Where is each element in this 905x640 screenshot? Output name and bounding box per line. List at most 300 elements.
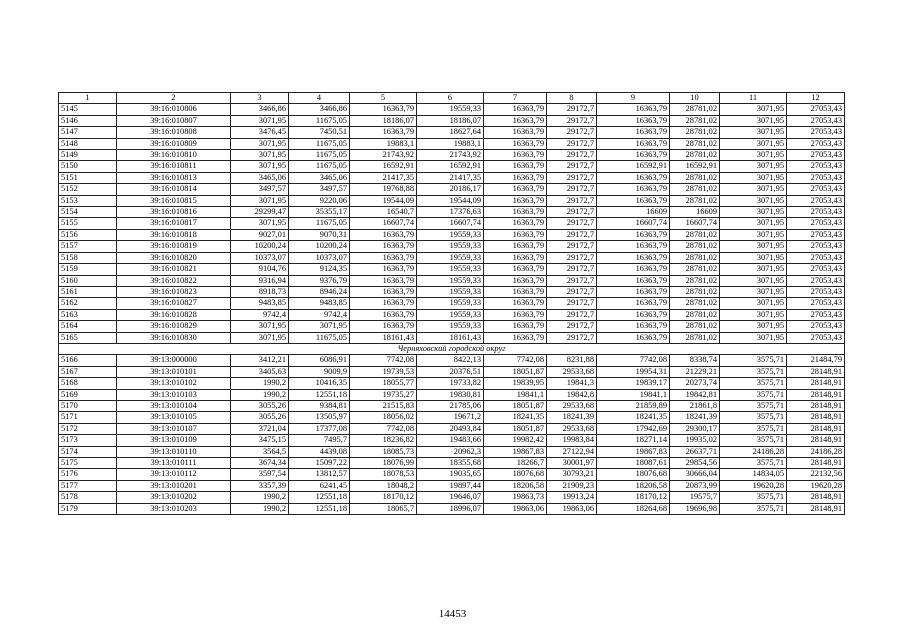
table-cell: 9742,4 [231,309,289,320]
table-cell: 16363,79 [597,104,670,115]
table-cell: 12551,18 [289,389,350,400]
table-cell: 27053,43 [787,184,845,195]
table-cell: 3071,95 [720,332,787,343]
table-cell: 27053,43 [787,264,845,275]
table-cell: 3497,57 [231,184,289,195]
table-cell: 18085,73 [350,446,417,457]
table-row [59,138,845,149]
table-cell: 16363,79 [597,286,670,297]
table-cell: 16363,79 [597,298,670,309]
table-cell: 16363,79 [350,229,417,240]
table-cell: 19739,53 [350,366,417,377]
table-cell: 16363,79 [484,161,547,172]
table-cell: 16363,79 [597,264,670,275]
table-cell: 16363,79 [484,241,547,252]
table-cell: 19559,33 [417,264,484,275]
table-cell: 27053,43 [787,321,845,332]
table-cell: 5160 [59,275,117,286]
table-cell: 3071,95 [720,218,787,229]
table-row [59,286,845,297]
table-cell: 5176 [59,469,117,480]
table-cell: 29854,56 [670,458,720,469]
table-cell: 39:16:010821 [117,264,231,275]
table-cell: 11675,05 [289,218,350,229]
table-cell: 39:16:010817 [117,218,231,229]
table-cell: 3575,71 [720,492,787,503]
table-cell: 5173 [59,435,117,446]
column-header: 5 [350,93,417,104]
table-cell: 21859,89 [597,400,670,411]
table-cell: 16363,79 [597,172,670,183]
table-cell: 29172,7 [547,161,597,172]
table-cell: 5157 [59,241,117,252]
table-cell: 5146 [59,115,117,126]
table-cell: 16592,91 [350,161,417,172]
table-cell: 18266,7 [484,458,547,469]
table-cell: 18170,12 [597,492,670,503]
table-cell: 3071,95 [231,195,289,206]
table-cell: 28781,02 [670,138,720,149]
table-cell: 9742,4 [289,309,350,320]
table-cell: 10200,24 [231,241,289,252]
table-cell: 21909,23 [547,480,597,491]
column-header: 8 [547,93,597,104]
table-cell: 28781,02 [670,332,720,343]
column-header: 1 [59,93,117,104]
table-cell: 16363,79 [597,127,670,138]
table-cell: 19982,42 [484,435,547,446]
table-cell: 16363,79 [484,252,547,263]
table-cell: 24186,28 [787,446,845,457]
table-cell: 19559,33 [417,286,484,297]
table-cell: 18355,68 [417,458,484,469]
table-cell: 29172,7 [547,127,597,138]
table-cell: 3412,21 [231,355,289,366]
table-cell: 5178 [59,492,117,503]
table-cell: 3476,45 [231,127,289,138]
table-cell: 28781,02 [670,229,720,240]
table-cell: 19735,27 [350,389,417,400]
table-row [59,252,845,263]
table-cell: 5148 [59,138,117,149]
table-cell: 21484,79 [787,355,845,366]
table-cell: 16363,79 [484,115,547,126]
table-cell: 18206,58 [597,480,670,491]
table-cell: 3071,95 [720,321,787,332]
table-cell: 16363,79 [484,275,547,286]
column-header: 2 [117,93,231,104]
table-cell: 21743,92 [350,150,417,161]
table-cell: 3575,71 [720,355,787,366]
table-cell: 28148,91 [787,458,845,469]
table-cell: 29172,7 [547,104,597,115]
table-cell: 7742,08 [350,355,417,366]
table-cell: 39:13:010202 [117,492,231,503]
table-cell: 3071,95 [720,207,787,218]
table-row [59,218,845,229]
table-cell: 18078,53 [350,469,417,480]
table-cell: 3071,95 [720,252,787,263]
table-cell: 5165 [59,332,117,343]
table-cell: 28148,91 [787,503,845,514]
table-cell: 11675,05 [289,332,350,343]
table-cell: 5152 [59,184,117,195]
table-header-row [59,93,845,104]
table-cell: 9027,01 [231,229,289,240]
table-cell: 18161,43 [417,332,484,343]
table-cell: 39:13:010102 [117,378,231,389]
table-cell: 39:13:010203 [117,503,231,514]
table-cell: 39:16:010814 [117,184,231,195]
table-cell: 19544,09 [417,195,484,206]
table-cell: 27053,43 [787,298,845,309]
table-cell: 5155 [59,218,117,229]
table-cell: 27053,43 [787,218,845,229]
table-cell: 3071,95 [720,298,787,309]
table-cell: 18236,82 [350,435,417,446]
table-cell: 21743,92 [417,150,484,161]
table-cell: 18627,64 [417,127,484,138]
table-cell: 16363,79 [484,172,547,183]
table-cell: 3071,95 [231,115,289,126]
table-cell: 9009,9 [289,366,350,377]
table-cell: 16363,79 [484,138,547,149]
table-cell: 3071,95 [720,127,787,138]
table-cell: 5154 [59,207,117,218]
column-header: 3 [231,93,289,104]
table-cell: 3055,26 [231,400,289,411]
table-cell: 29172,7 [547,286,597,297]
table-cell: 39:16:010818 [117,229,231,240]
table-cell: 5174 [59,446,117,457]
table-cell: 39:16:010813 [117,172,231,183]
table-cell: 18996,07 [417,503,484,514]
table-cell: 8231,88 [547,355,597,366]
table-row [59,229,845,240]
table-cell: 29172,7 [547,138,597,149]
table-cell: 5177 [59,480,117,491]
table-row [59,264,845,275]
table-cell: 29172,7 [547,321,597,332]
table-cell: 21785,06 [417,400,484,411]
table-cell: 8946,24 [289,286,350,297]
section-label: Черняховский городской округ [59,343,845,354]
table-cell: 3071,95 [720,275,787,286]
table-cell: 5164 [59,321,117,332]
table-cell: 5169 [59,389,117,400]
table-cell: 5163 [59,309,117,320]
table-cell: 16363,79 [484,321,547,332]
table-cell: 3071,95 [289,321,350,332]
table-cell: 18076,68 [597,469,670,480]
table-cell: 27053,43 [787,127,845,138]
table-cell: 7742,08 [597,355,670,366]
table-cell: 3575,71 [720,423,787,434]
table-cell: 19483,66 [417,435,484,446]
table-cell: 27053,43 [787,252,845,263]
table-cell: 27053,43 [787,309,845,320]
table-cell: 16363,79 [597,252,670,263]
table-cell: 16363,79 [597,275,670,286]
table-cell: 18056,02 [350,412,417,423]
table-cell: 28781,02 [670,115,720,126]
table-row [59,355,845,366]
table-cell: 11675,05 [289,161,350,172]
table-cell: 39:16:010819 [117,241,231,252]
table-cell: 15097,22 [289,458,350,469]
table-cell: 3071,95 [720,309,787,320]
table-cell: 4439,08 [289,446,350,457]
table-cell: 3475,15 [231,435,289,446]
table-cell: 3071,95 [720,195,787,206]
table-cell: 20273,74 [670,378,720,389]
table-cell: 39:16:010823 [117,286,231,297]
table-cell: 9376,79 [289,275,350,286]
table-cell: 29172,7 [547,241,597,252]
table-cell: 18051,87 [484,400,547,411]
table-cell: 19863,06 [484,503,547,514]
table-cell: 5158 [59,252,117,263]
table-cell: 3575,71 [720,366,787,377]
table-cell: 29172,7 [547,172,597,183]
table-cell: 5171 [59,412,117,423]
table-cell: 39:13:010104 [117,400,231,411]
table-cell: 17376,63 [417,207,484,218]
table-cell: 39:13:010103 [117,389,231,400]
table-cell: 19620,28 [787,480,845,491]
table-cell: 18065,7 [350,503,417,514]
table-row [59,104,845,115]
table-row [59,309,845,320]
table-cell: 3466,86 [289,104,350,115]
table-cell: 19768,88 [350,184,417,195]
table-cell: 9124,35 [289,264,350,275]
table-cell: 18271,14 [597,435,670,446]
table-row [59,172,845,183]
table-cell: 8338,74 [670,355,720,366]
table-cell: 19646,07 [417,492,484,503]
table-cell: 18241,35 [484,412,547,423]
table-row [59,115,845,126]
table-cell: 39:13:010110 [117,446,231,457]
table-cell: 18076,68 [484,469,547,480]
table-cell: 20873,99 [670,480,720,491]
table-cell: 39:16:010810 [117,150,231,161]
table-cell: 3721,04 [231,423,289,434]
table-cell: 16363,79 [484,298,547,309]
table-row [59,458,845,469]
table-cell: 9384,81 [289,400,350,411]
table-cell: 19544,09 [350,195,417,206]
table-row [59,332,845,343]
table-cell: 18186,07 [417,115,484,126]
table-row [59,389,845,400]
table-cell: 16363,79 [350,104,417,115]
table-cell: 16363,79 [484,264,547,275]
column-header: 4 [289,93,350,104]
table-row [59,446,845,457]
table-cell: 10373,07 [289,252,350,263]
table-cell: 8422,13 [417,355,484,366]
table-cell: 3071,95 [231,332,289,343]
table-cell: 29172,7 [547,298,597,309]
table-cell: 5172 [59,423,117,434]
table-cell: 16607,74 [350,218,417,229]
table-cell: 39:16:010829 [117,321,231,332]
table-cell: 3071,95 [720,286,787,297]
table-cell: 5145 [59,104,117,115]
table-row [59,366,845,377]
table-cell: 13812,57 [289,469,350,480]
table-cell: 28148,91 [787,389,845,400]
table-cell: 39:13:010101 [117,366,231,377]
table-cell: 16609 [597,207,670,218]
table-cell: 9070,31 [289,229,350,240]
table-cell: 5161 [59,286,117,297]
table-cell: 39:13:000000 [117,355,231,366]
table-cell: 19841,3 [547,378,597,389]
table-cell: 16609 [670,207,720,218]
table-cell: 28781,02 [670,321,720,332]
table-cell: 11675,05 [289,115,350,126]
table-cell: 3575,71 [720,412,787,423]
table-cell: 28781,02 [670,184,720,195]
table-cell: 19863,73 [484,492,547,503]
table-cell: 28148,91 [787,412,845,423]
column-header: 6 [417,93,484,104]
table-cell: 3575,71 [720,503,787,514]
table-cell: 29172,7 [547,275,597,286]
table-cell: 28781,02 [670,275,720,286]
table-cell: 5175 [59,458,117,469]
table-cell: 20376,51 [417,366,484,377]
table-cell: 28148,91 [787,435,845,446]
table-cell: 29172,7 [547,150,597,161]
table-cell: 21417,35 [350,172,417,183]
table-cell: 3071,95 [720,115,787,126]
table-cell: 3071,95 [231,321,289,332]
table-cell: 3071,95 [720,172,787,183]
table-row [59,480,845,491]
table-cell: 18161,43 [350,332,417,343]
table-cell: 20186,17 [417,184,484,195]
table-cell: 19897,44 [417,480,484,491]
table-row [59,275,845,286]
table-cell: 3071,95 [720,150,787,161]
table-row [59,469,845,480]
table-row [59,298,845,309]
table-cell: 19830,81 [417,389,484,400]
table-cell: 39:16:010820 [117,252,231,263]
table-cell: 29533,68 [547,400,597,411]
table-cell: 5151 [59,172,117,183]
table-cell: 19867,83 [597,446,670,457]
table-cell: 28781,02 [670,252,720,263]
table-cell: 16592,91 [597,161,670,172]
table-cell: 5147 [59,127,117,138]
table-cell: 18048,2 [350,480,417,491]
table-cell: 29533,68 [547,366,597,377]
table-cell: 19733,82 [417,378,484,389]
table-cell: 27053,43 [787,138,845,149]
table-cell: 7742,08 [350,423,417,434]
table-cell: 16363,79 [597,321,670,332]
table-row [59,127,845,138]
table-row [59,150,845,161]
table-cell: 5150 [59,161,117,172]
table-cell: 29533,68 [547,423,597,434]
table-cell: 9483,85 [231,298,289,309]
table-cell: 16363,79 [484,195,547,206]
table-cell: 19883,1 [350,138,417,149]
table-cell: 3071,95 [720,229,787,240]
table-cell: 19839,95 [484,378,547,389]
table-cell: 3357,39 [231,480,289,491]
table-cell: 19559,33 [417,104,484,115]
table-cell: 17377,08 [289,423,350,434]
table-cell: 16592,91 [417,161,484,172]
table-cell: 20493,84 [417,423,484,434]
table-cell: 16363,79 [350,241,417,252]
table-cell: 28148,91 [787,423,845,434]
table-cell: 20962,3 [417,446,484,457]
table-cell: 5167 [59,366,117,377]
table-cell: 29172,7 [547,218,597,229]
table-cell: 16363,79 [597,138,670,149]
table-cell: 19842,81 [670,389,720,400]
table-cell: 28781,02 [670,309,720,320]
table-cell: 3575,71 [720,378,787,389]
table-cell: 16363,79 [350,286,417,297]
table-cell: 39:16:010827 [117,298,231,309]
table-cell: 5179 [59,503,117,514]
table-cell: 27053,43 [787,229,845,240]
table-cell: 16363,79 [484,286,547,297]
table-cell: 16363,79 [597,332,670,343]
table-cell: 16592,91 [670,161,720,172]
table-cell: 29172,7 [547,115,597,126]
table-cell: 35355,17 [289,207,350,218]
table-cell: 18186,07 [350,115,417,126]
table-row [59,161,845,172]
table-cell: 27053,43 [787,286,845,297]
table-cell: 3575,71 [720,400,787,411]
table-cell: 28148,91 [787,366,845,377]
table-cell: 27053,43 [787,150,845,161]
table-cell: 29172,7 [547,184,597,195]
table-cell: 7742,08 [484,355,547,366]
table-cell: 29172,7 [547,332,597,343]
table-cell: 1990,2 [231,492,289,503]
table-cell: 39:13:010105 [117,412,231,423]
table-cell: 9104,76 [231,264,289,275]
table-cell: 39:16:010806 [117,104,231,115]
table-cell: 5153 [59,195,117,206]
table-cell: 16363,79 [484,150,547,161]
table-cell: 10416,35 [289,378,350,389]
table-cell: 28148,91 [787,492,845,503]
table-cell: 29172,7 [547,309,597,320]
table-cell: 1990,2 [231,389,289,400]
data-table [58,92,845,515]
table-cell: 8918,73 [231,286,289,297]
table-cell: 16363,79 [597,115,670,126]
table-cell: 39:13:010107 [117,423,231,434]
page-number: 14453 [438,608,467,620]
table-cell: 5159 [59,264,117,275]
table-cell: 19841,1 [597,389,670,400]
table-cell: 19559,33 [417,298,484,309]
